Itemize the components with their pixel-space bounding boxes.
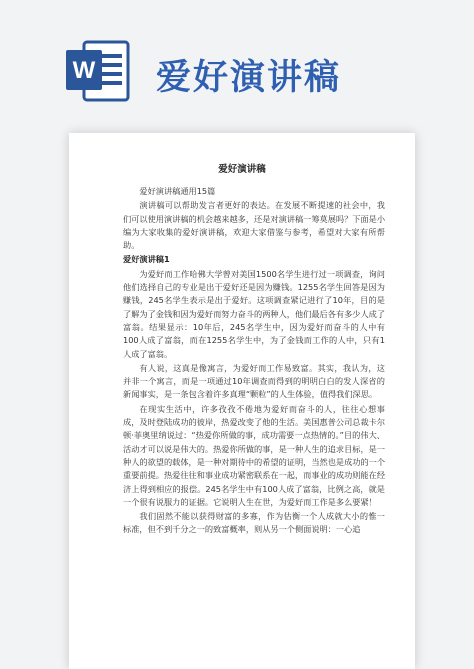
word-document-icon (62, 36, 132, 106)
paragraph: 为爱好而工作哈佛大学曾对美国1500名学生进行过一项调查，询问他们选择自己的专业是出于爱好还是因为赚钱。1255名学生回答是因为赚钱，245名学生表示是出于爱好。这项调查紧记进行了10年，目的是了解为了金钱和因为爱好而努力奋斗的两种人，他们最后各有多少人成了富翁。结果显示：10年后，245名学生中，因为爱好而奋斗的人中有100人成了富翁，而在1255名学生中，为了金钱而工作的人中，只有1人成了富翁。 (123, 268, 386, 359)
section-heading: 爱好演讲稿1 (123, 254, 170, 265)
document-page (69, 133, 415, 669)
paragraph: 在现实生活中，许多孜孜不倦地为爱好而奋斗的人，往往心想事成，及时登陆成功的彼岸，热爱改变了他的生活。美国惠普公司总裁卡尔顿·菲奥里纳说过：“热爱你所做的事，成功需要一点热情的。”目的伟大、活动才可以说是伟大的。热爱你所做的事，是一种人生的追求目标，是一种人的欲望的载体，是一种对期待中的希望的证明，当然也是成功的一个重要前提。热爱往往和事业成功紧密联系在一起，而事业的成功则能在经济上得到相应的报偿。245名学生中有100人成了富翁，比例之高，就是一个很有说服力的证据。它说明人生在世，为爱好而工作是多么要紧！ (123, 403, 386, 507)
paragraph: 演讲稿可以帮助发言者更好的表达。在发展不断提速的社会中，我们可以使用演讲稿的机会越来越多，还是对演讲稿一筹莫展吗？下面是小编为大家收集的爱好演讲稿，欢迎大家借鉴与参考，希望对大家有所帮助。 (123, 200, 386, 251)
paragraph: 有人说，这真是像寓言，为爱好而工作易致富。其实，我认为，这并非一个寓言，而是一项通过10年调查而得到的明明白白的发人深省的新闻事实，是一条包含着许多真理“颗粒”的人生体验，值得我们深思。 (123, 362, 385, 400)
word-letter: W (72, 57, 96, 84)
document-body (123, 185, 385, 538)
banner-header (0, 0, 474, 120)
document-title: 爱好演讲稿 (218, 164, 266, 175)
banner-title: 爱好演讲稿 (156, 57, 342, 98)
paragraph: 我们固然不能以获得财富的多寡，作为估衡一个人成就大小的惟一标准，但不到千分之一的致富概率，则从另一个侧面说明：一心追 (123, 511, 385, 535)
paragraph-intro-title: 爱好演讲稿通用15篇 (139, 186, 216, 196)
